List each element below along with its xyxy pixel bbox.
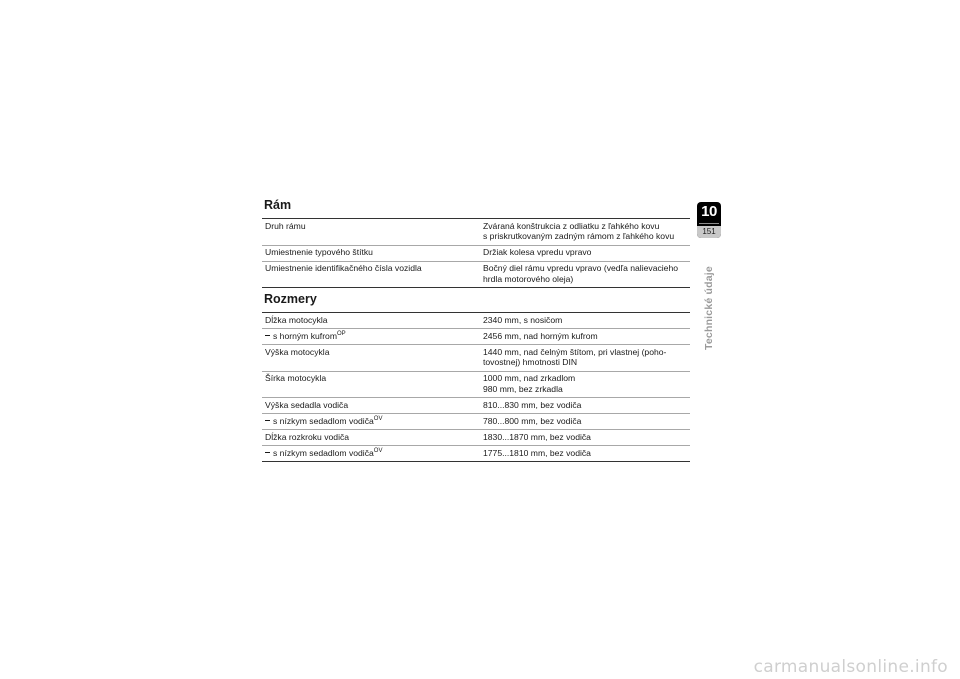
spec-row (262, 446, 690, 462)
spec-label-cell (262, 398, 480, 414)
spec-value: 2456 mm, nad horným kufrom (480, 329, 690, 345)
spec-label-cell (262, 345, 480, 372)
spec-value: 780...800 mm, bez vodiča (480, 414, 690, 430)
spec-label-cell (262, 446, 480, 462)
tab-divider (699, 223, 719, 224)
sub-item-dash-icon (265, 452, 270, 453)
spec-row (262, 414, 690, 430)
spec-label: Umiestnenie typového štítku (265, 247, 373, 257)
spec-row (262, 261, 690, 288)
spec-value: 1440 mm, nad čelným štítom, pri vlastnej (poho- tovostnej) hmotnosti DIN (480, 345, 690, 372)
spec-label: Šírka motocykla (265, 373, 327, 383)
sub-item-dash-icon (265, 420, 270, 421)
dimensions-section (262, 292, 690, 462)
chapter-tab (697, 202, 721, 238)
spec-label-cell (262, 371, 480, 398)
frame-section-title: Rám (264, 198, 292, 212)
spec-row (262, 329, 690, 345)
spec-label: s nízkym sedadlom vodiča (273, 447, 374, 458)
spec-row (262, 430, 690, 446)
spec-value: Zváraná konštrukcia z odliatku z ľahkého kovu s priskrutkovaným zadným rámom z ľahkého kovu (480, 219, 690, 246)
option-superscript: OV (373, 447, 383, 454)
frame-section (262, 198, 690, 288)
spec-row (262, 371, 690, 398)
page-number: 151 (697, 226, 721, 238)
spec-row (262, 398, 690, 414)
spec-label-cell (262, 313, 480, 329)
spec-label: Druh rámu (265, 220, 306, 231)
spec-label: s horným kufrom (273, 330, 337, 341)
option-superscript: OP (337, 330, 346, 337)
spec-label-cell (262, 245, 480, 261)
option-superscript: OV (373, 415, 383, 422)
spec-row (262, 313, 690, 329)
dimensions-spec-table (262, 312, 690, 462)
spec-row (262, 345, 690, 372)
spec-row (262, 219, 690, 246)
spec-value: 1830...1870 mm, bez vodiča (480, 430, 690, 446)
spec-label-cell (262, 219, 480, 246)
dimensions-section-title: Rozmery (264, 292, 317, 306)
spec-label: s nízkym sedadlom vodiča (273, 415, 374, 426)
sub-item-dash-icon (265, 335, 270, 336)
spec-label-cell (262, 329, 480, 345)
spec-label: Dĺžka rozkroku vodiča (265, 431, 350, 442)
spec-value: 2340 mm, s nosičom (480, 313, 690, 329)
spec-value: 1775...1810 mm, bez vodiča (483, 447, 591, 458)
spec-value: 810...830 mm, bez vodiča (480, 398, 690, 414)
watermark: carmanualsonline.info (753, 657, 948, 677)
spec-label: Výška sedadla vodiča (265, 399, 349, 410)
chapter-number: 10 (701, 203, 717, 220)
spec-label-cell (262, 414, 480, 430)
frame-spec-table (262, 218, 690, 288)
spec-value: 1000 mm, nad zrkadlom 980 mm, bez zrkadla (480, 371, 690, 398)
spec-label-cell (262, 261, 480, 288)
chapter-title-vertical: Technické údaje (703, 266, 715, 350)
spec-row (262, 245, 690, 261)
spec-value: Bočný diel rámu vpredu vpravo (vedľa nalievacieho hrdla motorového oleja) (483, 263, 679, 284)
spec-label-cell (262, 430, 480, 446)
spec-label: Dĺžka motocykla (265, 314, 328, 325)
spec-label: Výška motocykla (265, 346, 330, 357)
spec-label: Umiestnenie identifikačného čísla vozidla (265, 263, 422, 273)
spec-value: Držiak kolesa vpredu vpravo (480, 245, 690, 261)
